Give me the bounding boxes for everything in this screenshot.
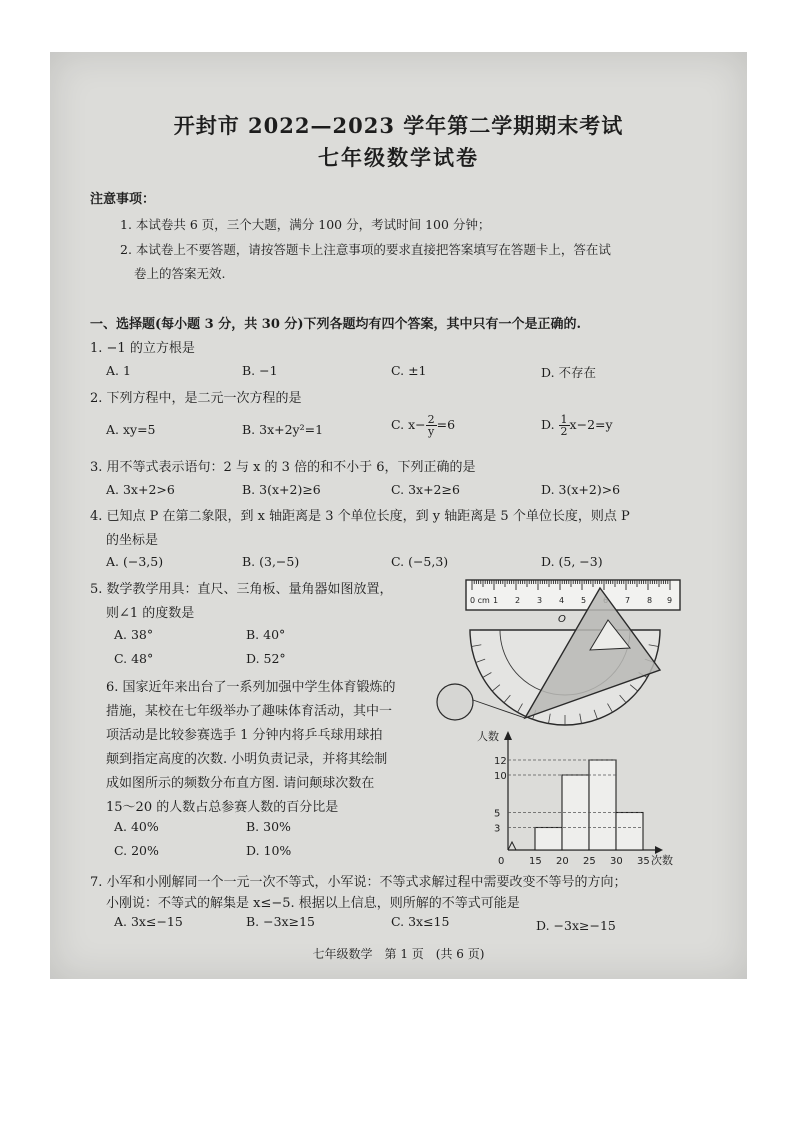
- hist-x-tick-label: 15: [529, 856, 542, 867]
- hist-bar: [616, 813, 643, 851]
- q2-stem: 2. 下列方程中，是二元一次方程的是: [90, 391, 302, 406]
- notice-item-2-cont: 卷上的答案无效.: [134, 266, 226, 281]
- page-footer: 七年级数学 第 1 页 (共 6 页): [312, 947, 485, 961]
- hist-origin-label: 0: [498, 856, 505, 867]
- ruler-label-9: 9: [667, 596, 673, 605]
- q2-c-fraction: $\frac{2}{y}$: [427, 413, 435, 438]
- q3-option-a: A. 3x+2>6: [106, 482, 175, 497]
- q4-stem: 4. 已知点 P 在第二象限，到 x 轴距离是 3 个单位长度，到 y 轴距离是 5 个单位长度，则点 P: [90, 509, 630, 524]
- q5-stem-cont: 则∠1 的度数是: [106, 606, 195, 621]
- q6-stem-line-5: 成如图所示的频数分布直方图. 请问颠球次数在: [106, 776, 375, 791]
- ruler-label-7: 7: [625, 596, 631, 605]
- ruler-protractor-figure: [430, 570, 686, 732]
- q6-option-d: D. 10%: [246, 843, 292, 858]
- hist-x-tick-label: 35: [637, 856, 650, 867]
- ruler-label-8: 8: [647, 596, 653, 605]
- q3-option-c: C. 3x+2≥6: [391, 482, 460, 497]
- q4-option-d: D. (5, −3): [541, 554, 603, 569]
- q2-option-b: B. 3x+2y²=1: [242, 422, 324, 437]
- q7-option-a: A. 3x≤−15: [114, 914, 183, 929]
- q2-option-c: C. x− $\frac{2}{y}$ =6: [391, 413, 456, 438]
- hist-x-arrow: [655, 846, 663, 854]
- q1-option-d: D. 不存在: [541, 365, 597, 380]
- hist-bar: [535, 828, 562, 851]
- ruler-label-4: 4: [559, 596, 565, 605]
- q6-option-a: A. 40%: [114, 819, 159, 834]
- hist-y-tick-label: 5: [494, 808, 501, 820]
- q6-stem-line-1: 6. 国家近年来出台了一系列加强中学生体育锻炼的: [106, 680, 396, 695]
- hist-axis-break: [508, 842, 516, 850]
- ruler-label-0: 0 cm: [470, 596, 490, 605]
- hist-y-tick-label: 12: [494, 756, 507, 767]
- q7-stem-cont: 小刚说：不等式的解集是 x≤−5. 根据以上信息，则所解的不等式可能是: [106, 896, 520, 911]
- q4-option-b: B. (3,−5): [242, 554, 300, 569]
- ruler-label-2: 2: [515, 596, 521, 605]
- q5-option-b: B. 40°: [246, 627, 286, 642]
- q3-option-d: D. 3(x+2)>6: [541, 482, 621, 497]
- hist-y-tick-label: 10: [494, 771, 507, 782]
- q1-option-a: A. 1: [106, 363, 131, 378]
- point-o-label: O: [558, 614, 566, 625]
- hist-x-tick-label: 20: [556, 856, 569, 867]
- q6-stem-line-6: 15～20 的人数占总参赛人数的百分比是: [106, 800, 339, 815]
- magnifier-inset: [437, 684, 473, 720]
- q3-option-b: B. 3(x+2)≥6: [242, 482, 321, 497]
- q1-option-c: C. ±1: [391, 363, 427, 378]
- ruler-label-1: 1: [493, 596, 499, 605]
- ruler-label-3: 3: [537, 596, 543, 605]
- q5-stem: 5. 数学教学用具：直尺、三角板、量角器如图放置，: [90, 582, 393, 597]
- q2-option-d: D. $\frac{1}{2}$ x−2=y: [541, 413, 613, 438]
- q4-option-c: C. (−5,3): [391, 554, 449, 569]
- q6-option-b: B. 30%: [246, 819, 291, 834]
- notice-heading: 注意事项：: [90, 192, 156, 207]
- q7-stem: 7. 小军和小刚解同一个一元一次不等式，小军说：不等式求解过程中需要改变不等号的方向；: [90, 875, 627, 890]
- ruler-label-5: 5: [581, 596, 587, 605]
- hist-xlabel: 次数: [651, 854, 673, 867]
- q6-stem-line-3: 项活动是比较参赛选手 1 分钟内将乒乓球用球拍: [106, 728, 383, 743]
- hist-y-arrow: [504, 731, 512, 740]
- notice-item-1: 1. 本试卷共 6 页，三个大题，满分 100 分，考试时间 100 分钟；: [120, 217, 491, 232]
- q5-option-a: A. 38°: [114, 627, 154, 642]
- q1-stem: 1. −1 的立方根是: [90, 341, 195, 356]
- notice-item-2: 2. 本试卷上不要答题，请按答题卡上注意事项的要求直接把答案填写在答题卡上，答在试: [120, 242, 611, 257]
- q4-option-a: A. (−3,5): [106, 554, 164, 569]
- q7-option-c: C. 3x≤15: [391, 914, 450, 929]
- q4-stem-cont: 的坐标是: [106, 533, 159, 548]
- q1-option-b: B. −1: [242, 363, 278, 378]
- exam-subtitle: 七年级数学试卷: [318, 145, 479, 170]
- q5-option-d: D. 52°: [246, 651, 286, 666]
- q2-d-fraction: $\frac{1}{2}$: [560, 413, 568, 438]
- exam-title: 开封市 2022—2023 学年第二学期期末考试: [173, 113, 624, 138]
- hist-ylabel: 人数: [477, 730, 499, 743]
- hist-x-tick-label: 25: [583, 856, 596, 867]
- q7-option-d: D. −3x≥−15: [536, 918, 616, 933]
- q5-option-c: C. 48°: [114, 651, 154, 666]
- hist-bar: [589, 760, 616, 850]
- exam-paper: [50, 52, 747, 979]
- q6-option-c: C. 20%: [114, 843, 159, 858]
- hist-y-tick-label: 3: [494, 823, 501, 835]
- section-1-heading: 一、选择题(每小题 3 分，共 30 分)下列各题均有四个答案，其中只有一个是正确的.: [90, 317, 582, 332]
- q2-option-a: A. xy=5: [106, 422, 156, 437]
- q6-stem-line-2: 措施，某校在七年级举办了趣味体育活动，其中一: [106, 704, 393, 719]
- q7-option-b: B. −3x≥15: [246, 914, 315, 929]
- hist-x-tick-label: 30: [610, 856, 623, 867]
- q3-stem: 3. 用不等式表示语句：2 与 x 的 3 倍的和不小于 6，下列正确的是: [90, 460, 476, 475]
- frequency-histogram: [450, 728, 690, 868]
- q6-stem-line-4: 颠到指定高度的次数. 小明负责记录，并将其绘制: [106, 752, 388, 767]
